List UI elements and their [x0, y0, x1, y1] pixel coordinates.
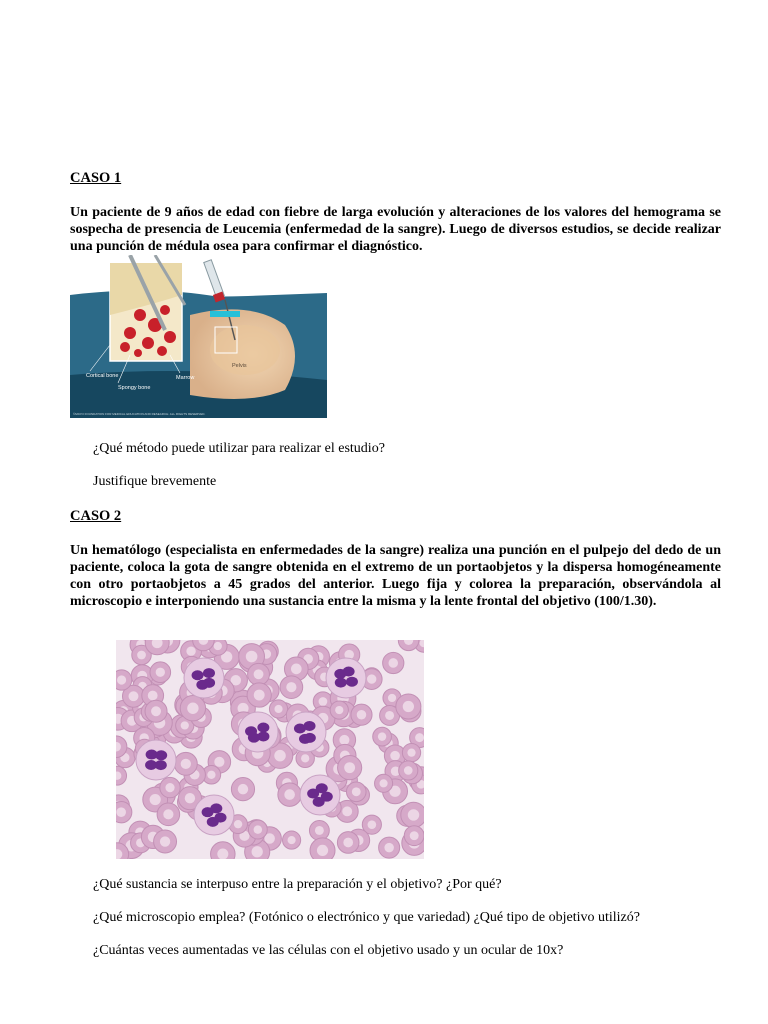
blood-smear-micrograph: [116, 640, 424, 859]
marrow-label: Marrow: [176, 375, 195, 381]
bone-marrow-puncture-illustration: [70, 255, 327, 418]
figure-credit: ©MAYO FOUNDATION FOR MEDICAL EDUCATION AND RESEARCH. ALL RIGHTS RESERVED.: [73, 412, 206, 416]
caso1-question-2: Justifique brevemente: [93, 474, 217, 489]
caso2-question-1: ¿Qué sustancia se interpuso entre la preparación y el objetivo? ¿Por qué?: [93, 877, 502, 892]
caso2-paragraph: Un hematólogo (especialista en enfermedades de la sangre) realiza una punción en el pulpejo del dedo de un paciente, coloca la gota de sangre obtenida en el extremo de un portaobjetos y la dispersa homogéneamente con otro portaobjetos a 45 grados del anterior. Luego fija y colorea la preparación, observándola al microscopio e interponiendo una sustancia entre la misma y la lente frontal del objetivo (100/1.30).: [70, 543, 721, 609]
pelvis-label: Pelvis: [232, 363, 247, 369]
caso1-question-1: ¿Qué método puede utilizar para realizar el estudio?: [93, 441, 385, 456]
cortical-bone-label: Cortical bone: [86, 373, 119, 379]
spongy-bone-label: Spongy bone: [118, 385, 151, 391]
caso2-question-2: ¿Qué microscopio emplea? (Fotónico o electrónico y que variedad) ¿Qué tipo de objetivo utilizó?: [93, 910, 640, 925]
caso1-heading: CASO 1: [70, 170, 122, 186]
caso2-heading: CASO 2: [70, 508, 122, 524]
caso2-question-3: ¿Cuántas veces aumentadas ve las células con el objetivo usado y un ocular de 10x?: [93, 943, 564, 958]
caso1-paragraph: Un paciente de 9 años de edad con fiebre de larga evolución y alteraciones de los valores del hemograma se sospecha de presencia de Leucemia (enfermedad de la sangre). Luego de diversos estudios, se decide realizar una punción de médula osea para confirmar el diagnóstico.: [70, 205, 721, 254]
